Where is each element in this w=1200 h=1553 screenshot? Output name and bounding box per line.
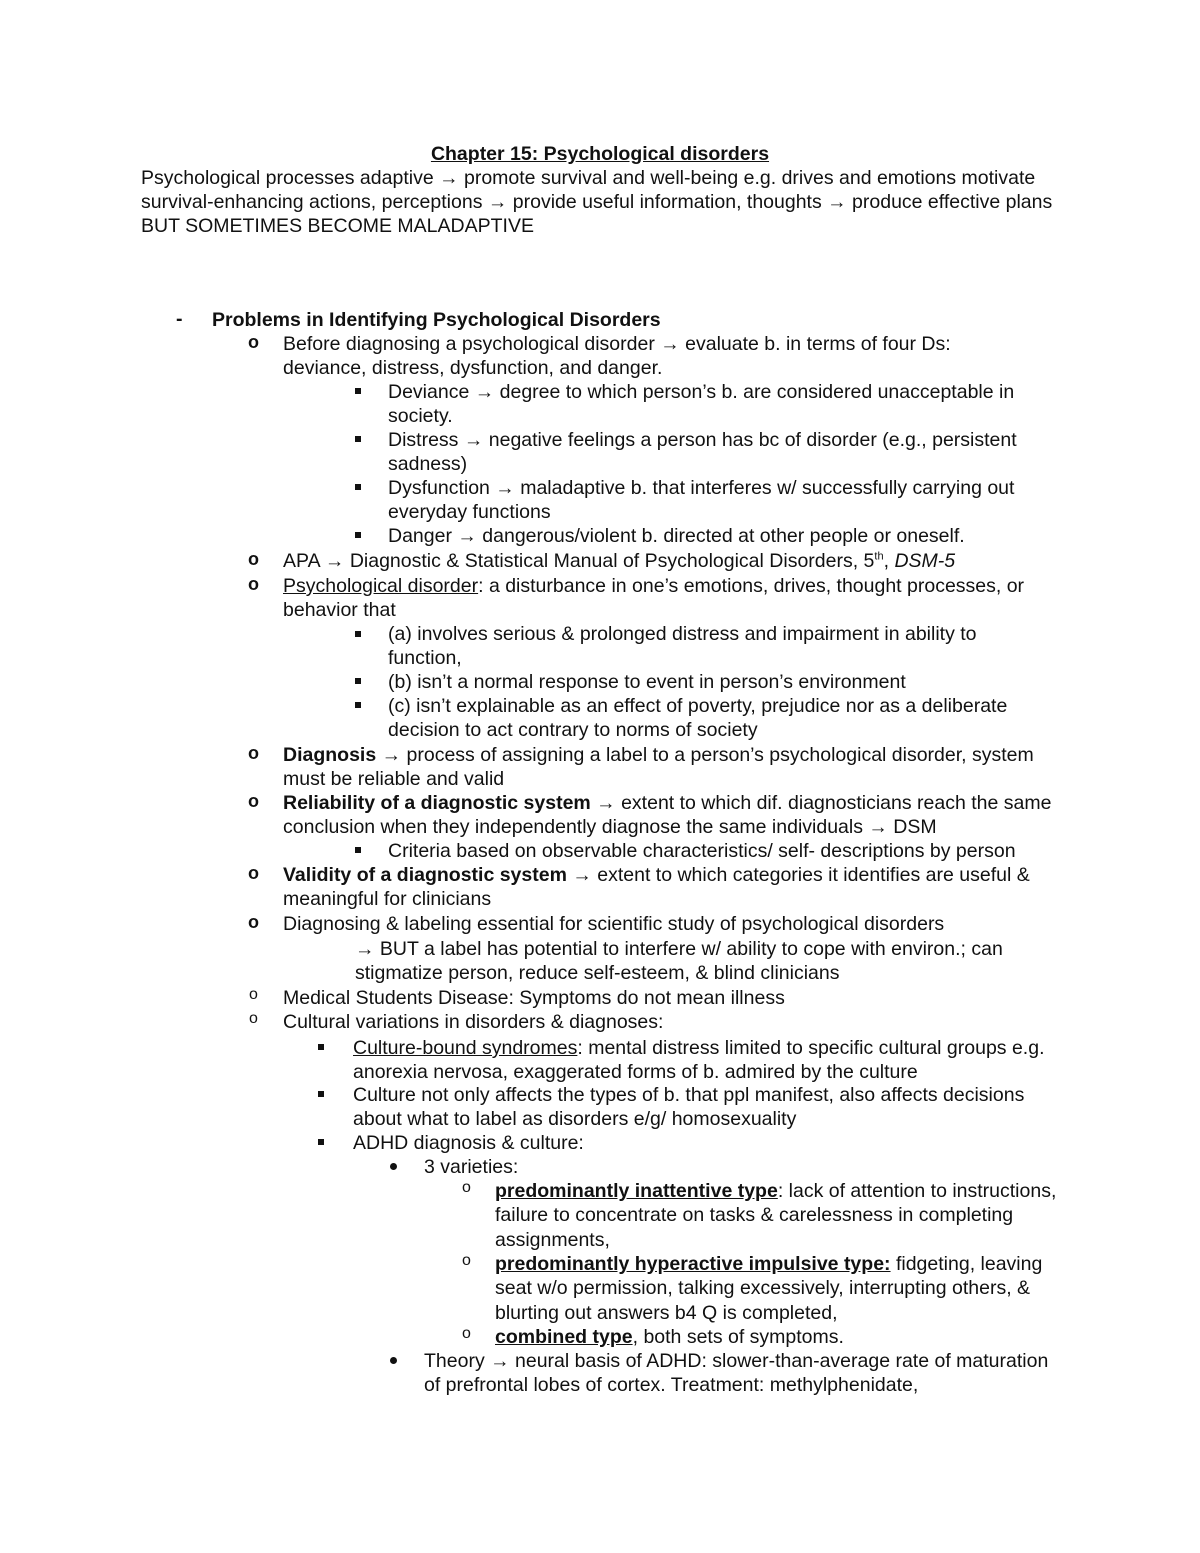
list-item: Medical Students Disease: Symptoms do not mean illness <box>283 987 785 1009</box>
list-item-continuation: → BUT a label has potential to interfere w/ ability to cope with environ.; can stigmatize person, reduce self-esteem, & blind clinicians <box>355 938 1003 985</box>
square-bullet <box>355 484 361 490</box>
o-bullet: o <box>249 1010 258 1027</box>
list-item: APA → Diagnostic & Statistical Manual of Psychological Disorders, 5th, DSM-5 <box>283 550 956 572</box>
square-bullet <box>318 1091 324 1097</box>
square-bullet <box>355 436 361 442</box>
square-bullet <box>355 532 361 538</box>
list-item: predominantly inattentive type: lack of attention to instructions, failure to concentrate on tasks & carelessness in completing assignments, <box>495 1180 1057 1251</box>
list-item: Before diagnosing a psychological disorder → evaluate b. in terms of four Ds: deviance, distress, dysfunction, and danger. <box>283 333 951 380</box>
o-bullet: o <box>248 549 259 569</box>
o-bullet: o <box>248 743 259 763</box>
list-item: 3 varieties: <box>424 1156 519 1178</box>
o-bullet: o <box>248 332 259 352</box>
square-bullet <box>355 847 361 853</box>
list-item: Theory → neural basis of ADHD: slower-than-average rate of maturation of prefrontal lobes of cortex. Treatment: methylphenidate, <box>424 1350 1049 1397</box>
round-bullet <box>390 1357 397 1364</box>
o-bullet: o <box>248 863 259 883</box>
page-title: Chapter 15: Psychological disorders <box>430 143 770 165</box>
list-item: combined type, both sets of symptoms. <box>495 1326 844 1348</box>
o-bullet: o <box>248 791 259 811</box>
o-bullet: o <box>248 574 259 594</box>
list-item: Danger → dangerous/violent b. directed at other people or oneself. <box>388 525 965 547</box>
square-bullet <box>355 678 361 684</box>
list-item: Psychological disorder: a disturbance in one’s emotions, drives, thought processes, or behavior that <box>283 575 1025 622</box>
list-item: Dysfunction → maladaptive b. that interferes w/ successfully carrying out everyday functions <box>388 477 1015 524</box>
list-item: (c) isn’t explainable as an effect of poverty, prejudice nor as a deliberate decision to act contrary to norms of society <box>388 695 1008 742</box>
o-bullet: o <box>462 1325 471 1342</box>
round-bullet <box>390 1163 397 1170</box>
o-bullet: o <box>249 986 258 1003</box>
o-bullet: o <box>248 912 259 932</box>
section-heading: Problems in Identifying Psychological Disorders <box>212 309 661 331</box>
list-item: Distress → negative feelings a person has bc of disorder (e.g., persistent sadness) <box>388 429 1017 476</box>
square-bullet <box>355 388 361 394</box>
list-item: Cultural variations in disorders & diagnoses: <box>283 1011 664 1033</box>
list-item: Culture-bound syndromes: mental distress limited to specific cultural groups e.g. anorexia nervosa, exaggerated forms of b. admired by the culture <box>353 1037 1045 1084</box>
list-item: Diagnosis → process of assigning a label to a person’s psychological disorder, system must be reliable and valid <box>283 744 1034 791</box>
dash-bullet: - <box>176 308 183 330</box>
list-item: Diagnosing & labeling essential for scientific study of psychological disorders <box>283 913 945 935</box>
list-item: (a) involves serious & prolonged distress and impairment in ability to function, <box>388 623 977 670</box>
list-item: Culture not only affects the types of b. that ppl manifest, also affects decisions about what to label as disorders e/g/ homosexuality <box>353 1084 1025 1131</box>
list-item: (b) isn’t a normal response to event in person’s environment <box>388 671 906 693</box>
square-bullet <box>318 1044 324 1050</box>
square-bullet <box>355 631 361 637</box>
list-item: Validity of a diagnostic system → extent to which categories it identifies are useful & meaningful for clinicians <box>283 864 1030 911</box>
o-bullet: o <box>462 1252 471 1269</box>
list-item: Deviance → degree to which person’s b. are considered unacceptable in society. <box>388 381 1015 428</box>
o-bullet: o <box>462 1179 471 1196</box>
list-item: Criteria based on observable characteristics/ self- descriptions by person <box>388 840 1016 862</box>
intro-paragraph: Psychological processes adaptive → promote survival and well-being e.g. drives and emotions motivate survival-enhancing actions, perceptions → provide useful information, thoughts → produce effective plans BUT SOMETIMES BECOME MALADAPTIVE <box>141 167 1053 237</box>
square-bullet <box>318 1139 324 1145</box>
list-item: ADHD diagnosis & culture: <box>353 1132 584 1154</box>
square-bullet <box>355 702 361 708</box>
list-item: predominantly hyperactive impulsive type: fidgeting, leaving seat w/o permission, talking excessively, interrupting others, & blurting out answers b4 Q is completed, <box>495 1253 1043 1324</box>
list-item: Reliability of a diagnostic system → extent to which dif. diagnosticians reach the same conclusion when they independently diagnose the same individuals → DSM <box>283 792 1052 839</box>
